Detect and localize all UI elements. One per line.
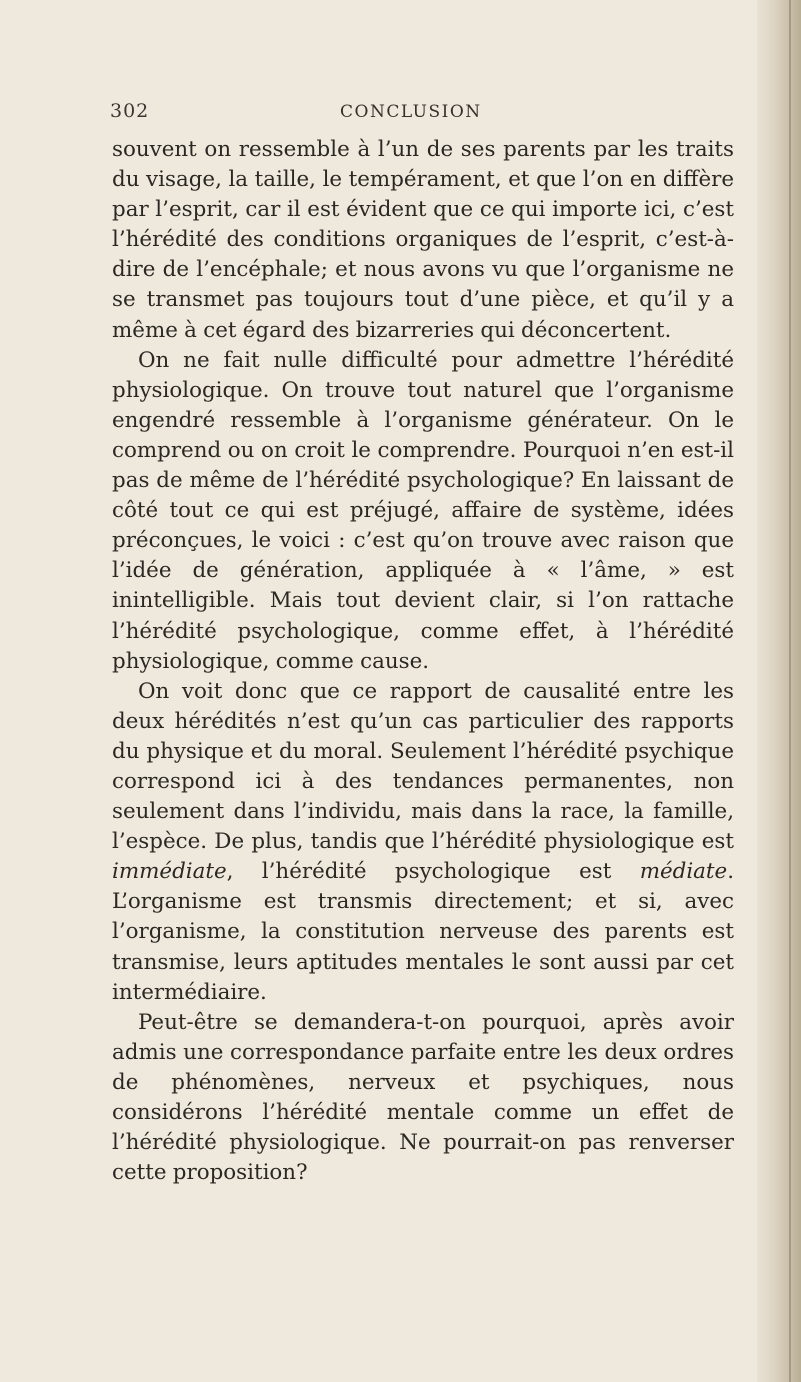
paragraph-2: On ne fait nulle difficulté pour admettre l’hérédité physiologique. On trouve tout naturel que l’organisme engendré ressemble à l’organisme générateur. On le comprend ou on croit le comprendre. Pourquoi n’en est-il pas de même de l’hérédité psychologique? En laissant de côté tout ce qui est préjugé, affaire de système, idées préconçues, le voici : c’est qu’on trouve avec raison que l’idée de génération, appliquée à « l’âme, » est inintelligible. Mais tout devient clair, si l’on rattache l’hérédité psychologique, comme effet, à l’hérédité physiologique, comme cause. — [112, 347, 734, 674]
page-header — [0, 100, 760, 132]
paragraph-3-part-3: . L’organisme est transmis directement; et si, avec l’organisme, la constitution nerveuse des parents est transmise, leurs aptitudes mentales le sont aussi par cet intermédiaire. — [112, 859, 734, 1005]
emphasis-immediate: immédiate — [112, 859, 227, 885]
body-text — [112, 135, 734, 1188]
paragraph-4: Peut-être se demandera-t-on pourquoi, après avoir admis une correspondance parfaite entre les deux ordres de phénomènes, nerveux et psychiques, nous considérons l’hérédité mentale comme un effet de l’hérédité physiologique. Ne pourrait-on pas renverser cette proposition? — [112, 1009, 734, 1186]
page-number: 302 — [110, 100, 150, 122]
paragraph-3-part-1: On voit donc que ce rapport de causalité entre les deux hérédités n’est qu’un cas particulier des rapports du physique et du moral. Seulement l’hérédité psychique correspond ici à des tendances permanentes, non seulement dans l’individu, mais dans la race, la famille, l’espèce. De plus, tandis que l’hérédité physiologique est — [112, 678, 734, 855]
running-head: CONCLUSION — [340, 102, 482, 122]
paragraph-1: souvent on ressemble à l’un de ses parents par les traits du visage, la taille, le tempérament, et que l’on en diffère par l’esprit, car il est évident que ce qui importe ici, c’est l’hérédité des conditions organiques de l’esprit, c’est-à-dire de l’encéphale; et nous avons vu que l’organisme ne se transmet pas toujours tout d’une pièce, et qu’il y a même à cet égard des bizarreries qui déconcertent. — [112, 137, 734, 343]
page-edge-line — [789, 0, 791, 1382]
emphasis-mediate: médiate — [639, 859, 728, 885]
paragraph-3-part-2: , l’hérédité psychologique est — [226, 859, 640, 885]
page-edge-shadow — [757, 0, 801, 1382]
paragraph-3 — [112, 677, 734, 1008]
